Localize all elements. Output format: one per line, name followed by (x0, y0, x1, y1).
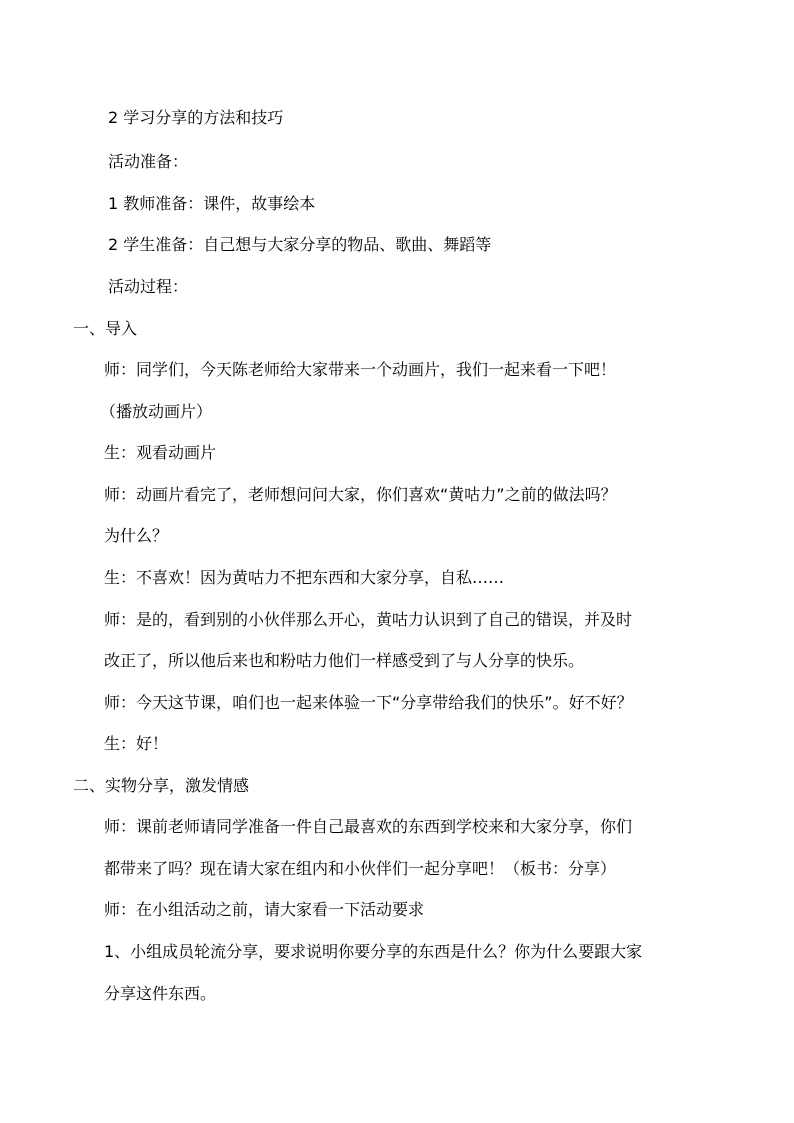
heading-introduction: 一、导入 (73, 319, 138, 338)
requirement-1: 1、小组成员轮流分享，要求说明你要分享的东西是什么？你为什么要跟大家 (104, 942, 643, 961)
dialogue-line: 师：动画片看完了，老师想问问大家，你们喜欢“黄咕力”之前的做法吗？ (104, 485, 617, 504)
teacher-preparation: 1 教师准备：课件，故事绘本 (108, 194, 316, 213)
heading-object-sharing: 二、实物分享，激发情感 (73, 776, 250, 795)
dialogue-line: 师：在小组活动之前，请大家看一下活动要求 (104, 900, 425, 919)
dialogue-line: 生：好！ (104, 734, 169, 753)
stage-direction: （播放动画片） (100, 402, 213, 421)
requirement-1-continued: 分享这件东西。 (104, 984, 217, 1003)
student-preparation: 2 学生准备：自己想与大家分享的物品、歌曲、舞蹈等 (108, 235, 492, 254)
objective-2: 2 学习分享的方法和技巧 (108, 108, 284, 127)
dialogue-line: 师：今天这节课，咱们也一起来体验一下“分享带给我们的快乐”。好不好？ (104, 693, 633, 712)
dialogue-line: 师：是的，看到别的小伙伴那么开心，黄咕力认识到了自己的错误，并及时 (104, 610, 633, 629)
dialogue-line: 师：课前老师请同学准备一件自己最喜欢的东西到学校来和大家分享，你们 (104, 817, 633, 836)
dialogue-line-continued: 为什么？ (104, 526, 169, 545)
section-label-preparation: 活动准备： (108, 152, 189, 171)
dialogue-line: 师：同学们，今天陈老师给大家带来一个动画片，我们一起来看一下吧！ (104, 360, 617, 379)
section-label-process: 活动过程： (108, 277, 189, 296)
dialogue-line-continued: 都带来了吗？现在请大家在组内和小伙伴们一起分享吧！（板书：分享） (104, 859, 617, 878)
dialogue-line-continued: 改正了，所以他后来也和粉咕力他们一样感受到了与人分享的快乐。 (104, 651, 585, 670)
dialogue-line: 生：观看动画片 (104, 443, 217, 462)
dialogue-line: 生：不喜欢！因为黄咕力不把东西和大家分享，自私…… (104, 568, 505, 587)
